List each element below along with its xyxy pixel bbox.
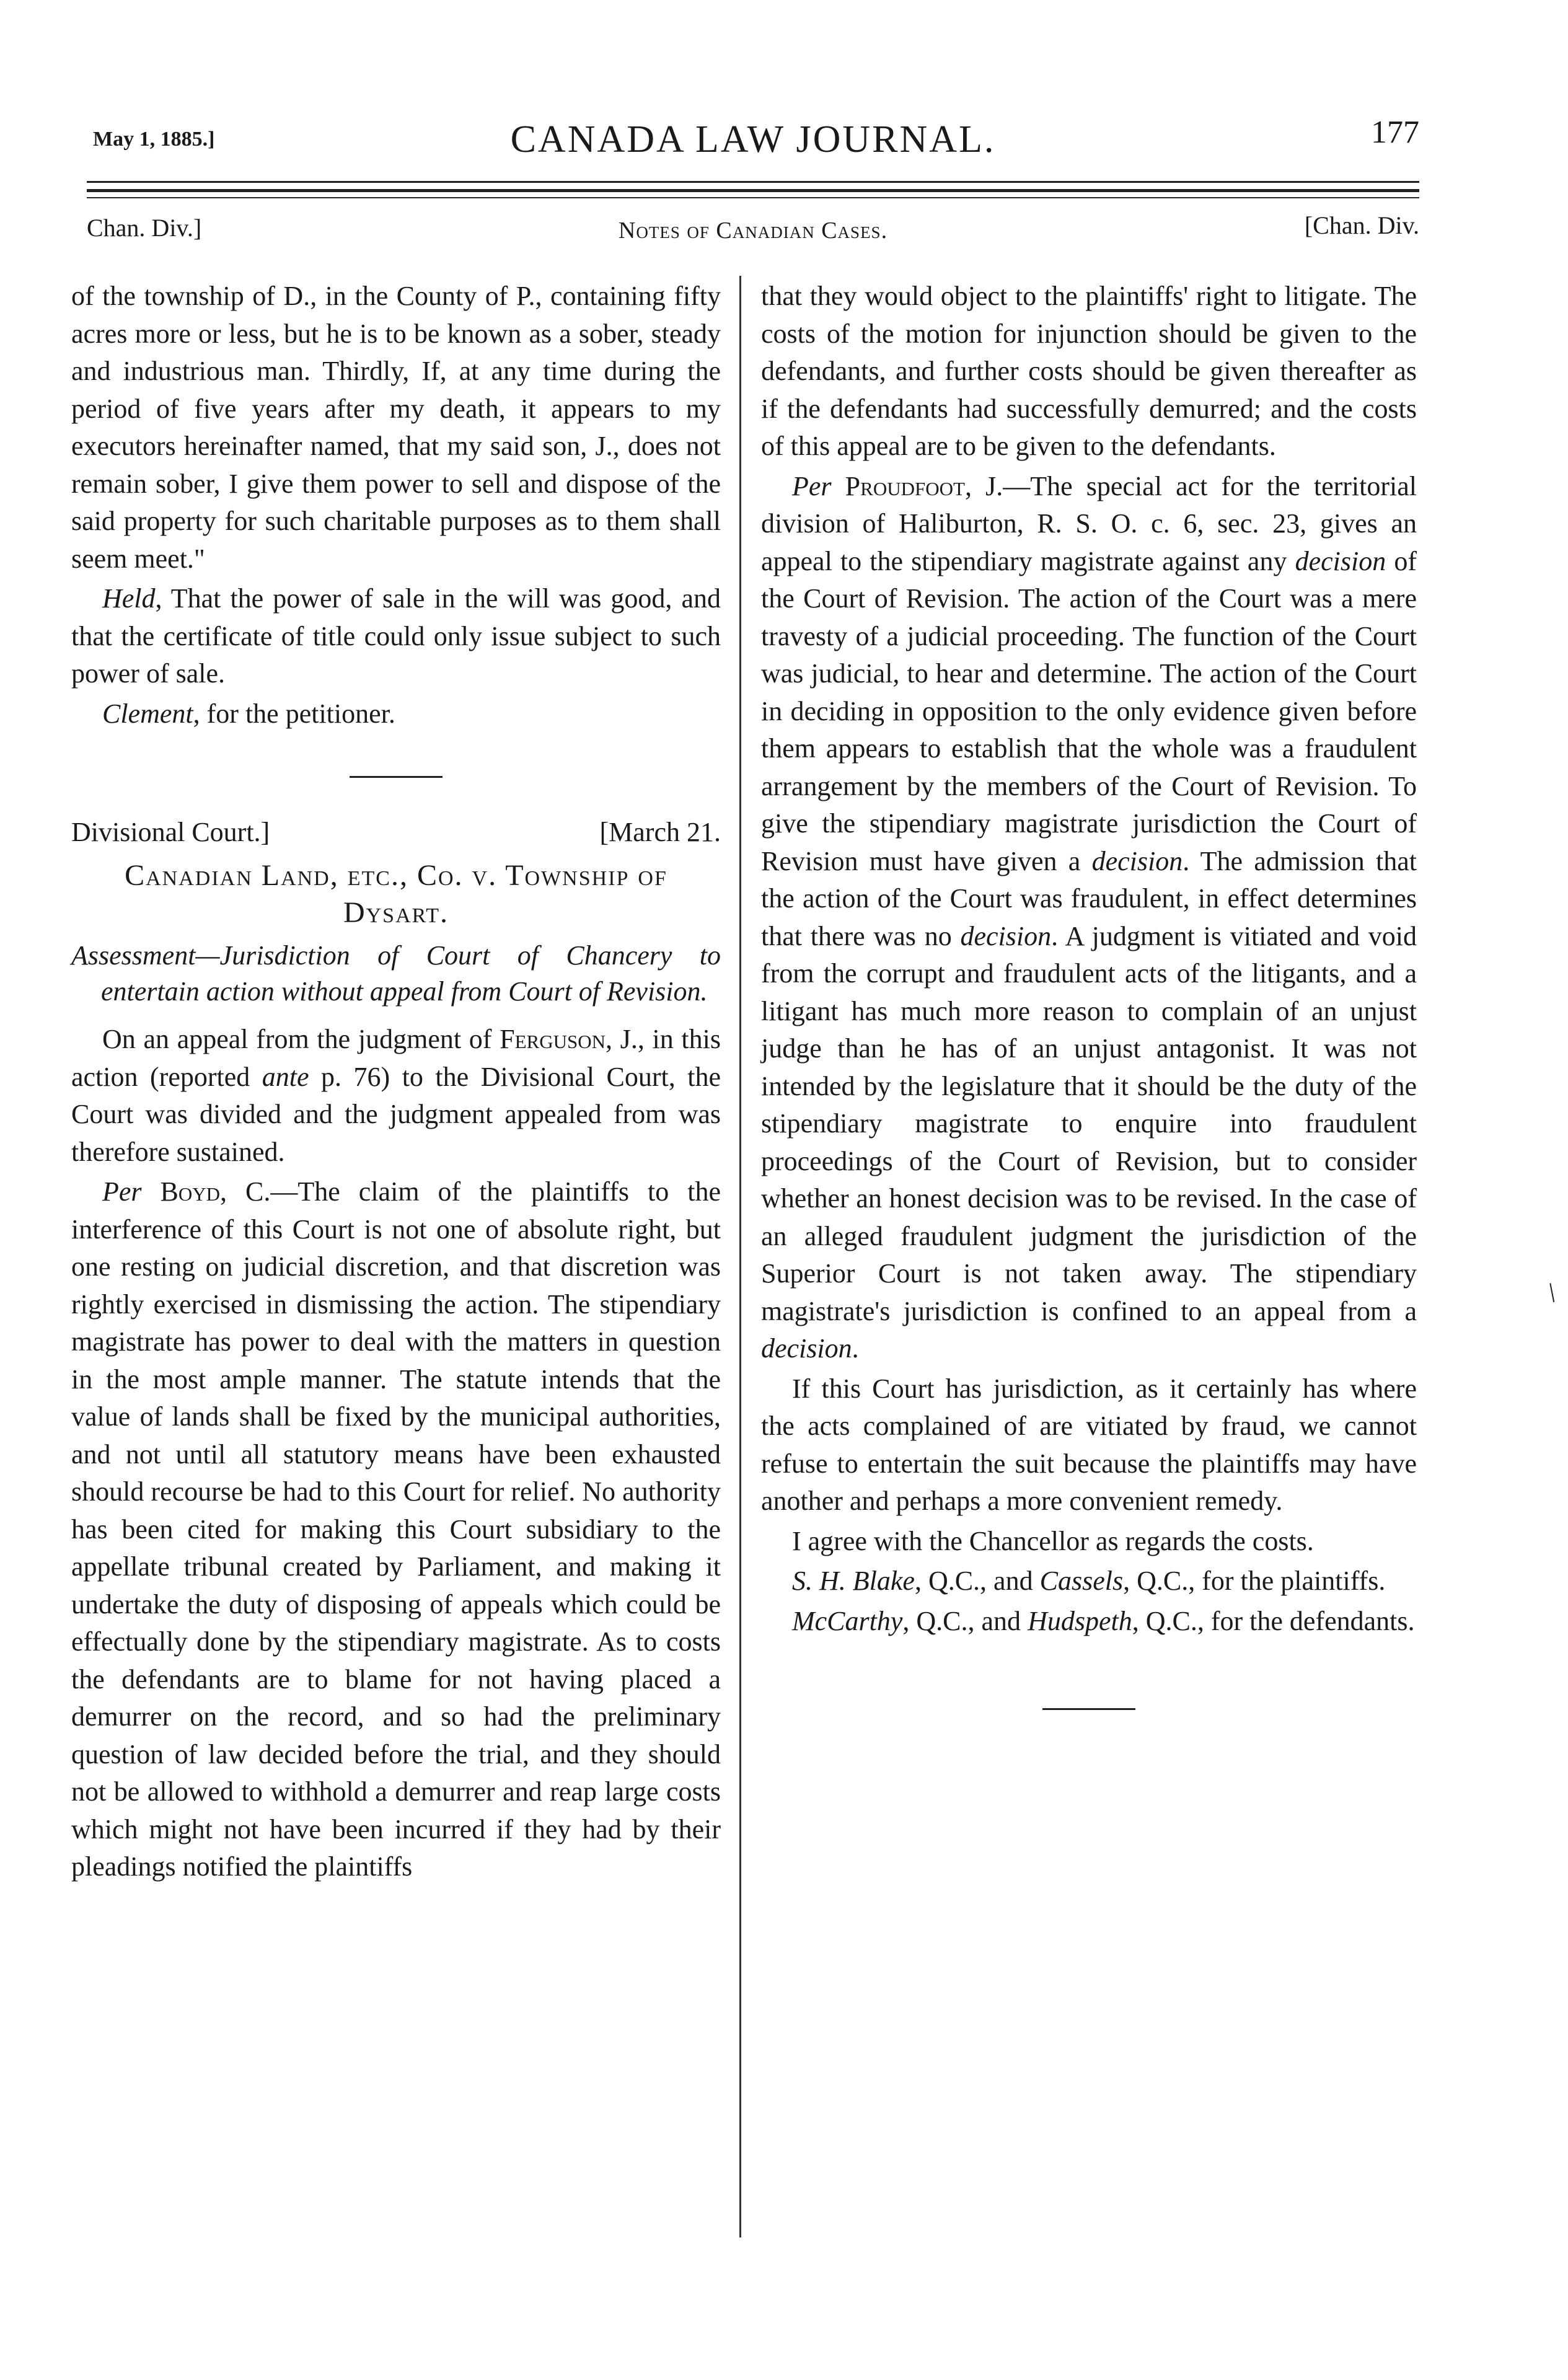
paragraph: I agree with the Chancellor as regards the costs. [792, 1525, 1314, 1556]
emphasis-decision: decision [761, 1333, 852, 1364]
left-column [71, 278, 721, 1886]
counsel-name: S. H. Blake [792, 1566, 915, 1596]
header-date: May 1, 1885.] [93, 128, 215, 151]
court-name: Divisional Court.] [71, 817, 270, 847]
text-run: of the Court of Revision. The action of the Court was a mere travesty of a judicial proceeding. The function of the Court was judicial, to hear and determine. The action of the Court in deciding in opposition to the only evidence given before them appears to establish that the whole was a fraudulent arrangement by the members of the Court of Revision. To give the stipendiary magistrate jurisdiction the Court of Revision must have given a [761, 545, 1417, 876]
right-column [761, 278, 1417, 1710]
text-run: p. 76) to the Divisional Court, the Court was divided and the judgment appealed from was therefore sustained. [71, 1061, 721, 1167]
counsel-name: Hudspeth [1028, 1605, 1132, 1636]
text-run: , J., in this action (reported [71, 1024, 721, 1092]
judgment-paragraph [761, 468, 1417, 1368]
judgment-paragraph [71, 1173, 721, 1886]
judge-name: Ferguson [500, 1024, 606, 1054]
header-rule-top [87, 181, 1419, 183]
judge-name: Boyd [141, 1176, 221, 1207]
text-run: , Q.C., for the defendants. [1132, 1605, 1415, 1636]
text-run: On an appeal from the judgment of [102, 1024, 500, 1054]
section-separator [350, 776, 443, 778]
judge-name: Proudfoot [831, 470, 965, 501]
per-label: Per [102, 1176, 142, 1207]
counsel-paragraph [761, 1603, 1417, 1641]
court-line [71, 814, 721, 852]
header-rule-middle [87, 189, 1419, 192]
held-text: , That the power of sale in the will was good, and that the certificate of title could only issue subject to such power of sale. [71, 583, 721, 689]
case-date: [March 21. [599, 817, 721, 847]
column-divider [739, 276, 741, 2237]
text-run: , Q.C., and [914, 1566, 1040, 1596]
counsel-name: Cassels [1039, 1566, 1124, 1596]
counsel-name: Clement [102, 698, 193, 729]
section-title: Notes of Canadian Cases. [618, 218, 888, 244]
emphasis-decision: decision [1295, 545, 1386, 576]
headnote: Assessment—Jurisdiction of Court of Chancery to entertain action without appeal from Court of Revision. [71, 940, 721, 1007]
text-run: . The admission that the action of the Court was fraudulent, in effect determines that there was no [761, 845, 1417, 951]
section-header [87, 211, 1419, 254]
paragraph: If this Court has jurisdiction, as it certainly has where the acts complained of are vitiated by fraud, we cannot refuse to entertain the suit because the plaintiffs may have another and perhaps a more convenient remedy. [761, 1373, 1417, 1516]
text-run: , J.—The special act for the territorial division of Haliburton, R. S. O. c. 6, sec. 23, gives an appeal to the stipendiary magistrate against any [761, 470, 1417, 576]
emphasis-decision: decision [1091, 845, 1183, 876]
counsel-paragraph [71, 695, 721, 733]
journal-title: CANADA LAW JOURNAL. [510, 118, 996, 161]
emphasis-decision: decision [960, 920, 1052, 951]
header-rule-bottom [87, 197, 1419, 198]
citation-ante: ante [262, 1061, 309, 1092]
paragraph: of the township of D., in the County of P., containing fifty acres more or less, but he is to be known as a sober, steady and industrious man. Thirdly, If, at any time during the period of five years after my death, it appears to my executors hereinafter named, that my said son, J., does not remain sober, I give them power to sell and dispose of the said property for such charitable purposes as to them shall seem meet." [71, 281, 721, 574]
paragraph [71, 1021, 721, 1171]
per-label: Per [792, 470, 832, 501]
counsel-paragraph [761, 1562, 1417, 1600]
judgment-text: , C.—The claim of the plaintiffs to the interference of this Court is not one of absolute right, but one resting on judicial discretion, and that discretion was rightly exercised in dismissing the action. The stipendiary magistrate has power to deal with the matters in question in the most ample manner. The statute intends that the value of lands shall be fixed by the municipal authorities, and not until all statutory means have been exhausted should recourse be had to this Court for relief. No authority has been cited for making this Court subsidiary to the appellate tribunal created by Parliament, and making it undertake the duty of disposing of appeals which could be effectually done by the stipendiary magistrate. As to costs the defendants are to blame for not having placed a demurrer on the record, and so had the preliminary question of law decided before the trial, and they should not be allowed to withhold a demurrer and reap large costs which might not have been incurred if they had by their pleadings notified the plaintiffs [71, 1176, 721, 1882]
text-run: , Q.C., and [902, 1605, 1028, 1636]
counsel-name: McCarthy [792, 1605, 903, 1636]
held-label: Held [102, 583, 156, 614]
running-header [87, 115, 1419, 174]
section-left: Chan. Div.] [87, 214, 202, 242]
section-right: [Chan. Div. [1304, 211, 1419, 239]
counsel-text: , for the petitioner. [193, 698, 395, 729]
end-separator [1042, 1708, 1135, 1710]
case-title: Canadian Land, etc., Co. v. Township of Dysart. [125, 859, 667, 929]
paragraph: that they would object to the plaintiffs' right to litigate. The costs of the motion for injunction should be given to the defendants, and further costs should be given thereafter as if the defendants had successfully demurred; and the costs of this appeal are to be given to the defendants. [761, 281, 1417, 461]
text-run: , Q.C., for the plaintiffs. [1123, 1566, 1386, 1596]
text-run: . [852, 1333, 859, 1364]
text-run: . A judgment is vitiated and void from the corrupt and fraudulent acts of the litigants, and a litigant has much more reason to complain of an unjust judge than he has of an unjust antagonist. It was not intended by the legislature that it should be the duty of the stipendiary magistrate to enquire into fraudulent proceedings of the Court of Revision, but to consider whether an honest decision was to be revised. In the case of an alleged fraudulent judgment the jurisdiction of the Superior Court is not taken away. The stipendiary magistrate's jurisdiction is confined to an appeal from a [761, 920, 1417, 1326]
holding-paragraph [71, 580, 721, 693]
margin-mark: / [1541, 1277, 1563, 1308]
page-number: 177 [1371, 115, 1419, 150]
